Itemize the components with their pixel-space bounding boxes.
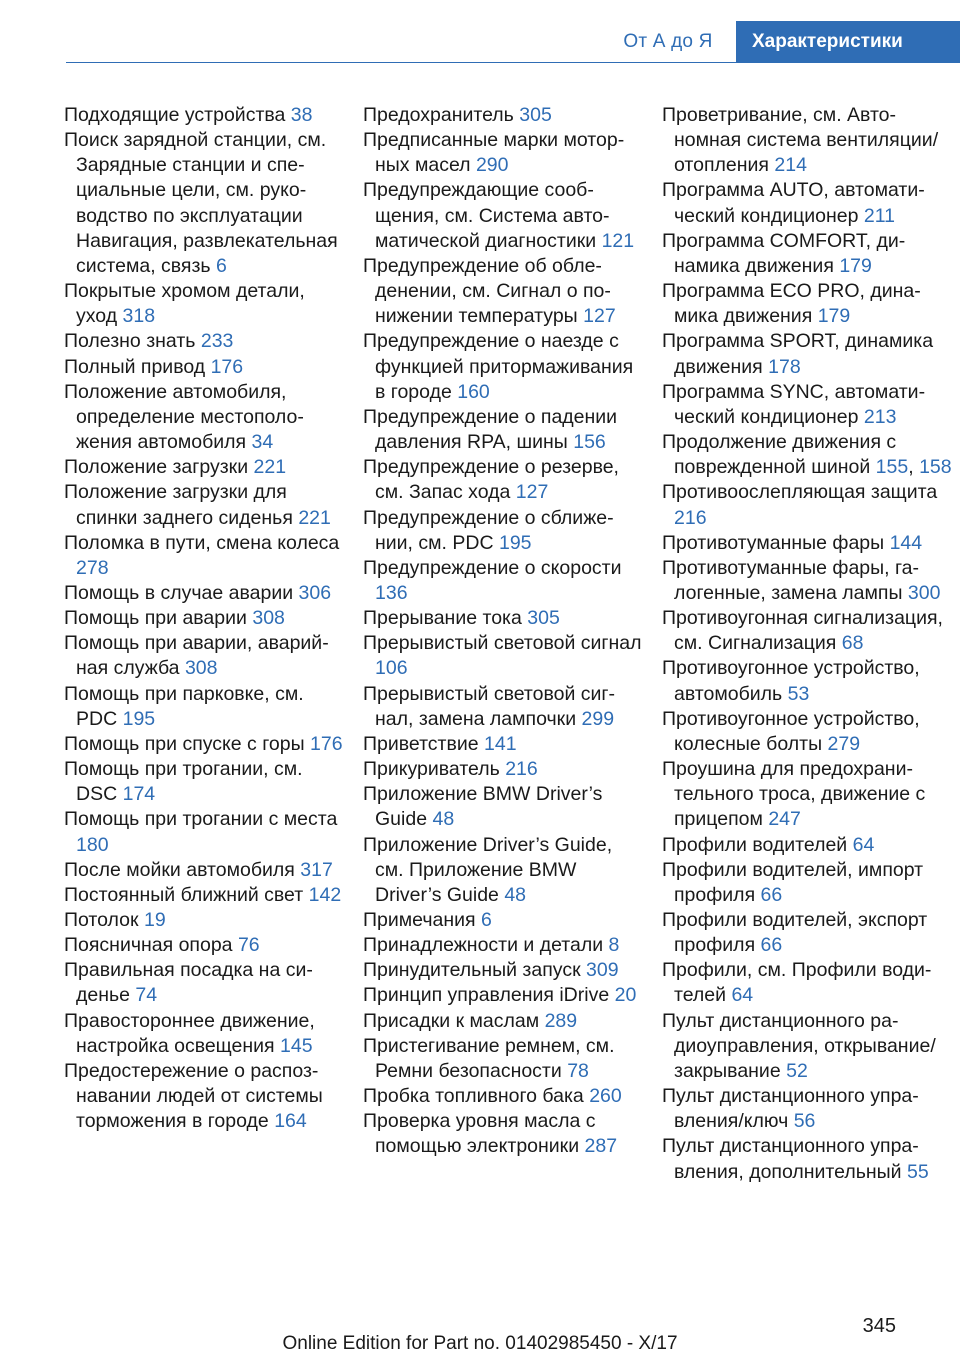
index-entry (64, 329, 344, 354)
index-entry-term: Проветривание, см. Автономная система вентиляции/отопления (662, 104, 939, 177)
index-entry (64, 1009, 344, 1059)
page-link[interactable]: 78 (567, 1059, 589, 1082)
index-entry-term: Профили водителей (662, 833, 848, 856)
index-entry-term: Программа ECO PRO, динамика движения (662, 280, 921, 328)
page-link[interactable]: 179 (817, 305, 851, 328)
index-entry (64, 279, 344, 329)
page-link[interactable]: 305 (519, 104, 552, 126)
index-entry (64, 128, 344, 279)
index-entry (662, 556, 952, 606)
index-entry-term: Правильная посадка на сиденье (64, 959, 313, 1007)
page-link[interactable]: 308 (184, 657, 218, 680)
index-entry (662, 656, 952, 706)
index-entry-term: Предупреждение о наезде с функцией притормаживания в городе (363, 330, 634, 403)
index-entry (363, 682, 643, 732)
index-entry (662, 908, 952, 958)
index-entry-term: Покрытые хромом детали, уход (64, 280, 305, 328)
index-entry-term: Принудительный запуск (363, 959, 581, 982)
page-link[interactable]: 136 (375, 581, 408, 604)
page-link[interactable]: 221 (253, 456, 287, 479)
index-entry (662, 178, 952, 228)
index-entry-term: Пульт дистанционного управления/ключ (662, 1085, 919, 1133)
index-entry (662, 858, 952, 908)
index-entry (363, 1034, 643, 1084)
index-entry (64, 631, 344, 681)
page-link[interactable]: 260 (589, 1085, 622, 1108)
page-link[interactable]: 233 (200, 330, 234, 353)
page-number: 345 (862, 1315, 896, 1337)
page-link[interactable]: 8 (608, 934, 620, 957)
index-entry-term: Потолок (64, 909, 139, 931)
index-entry-term: Помощь при аварии, аварийная служба (64, 632, 329, 680)
index-entry-term: Положение автомобиля, определение местоположения автомобиля (64, 380, 304, 454)
page-link[interactable]: 53 (787, 682, 810, 705)
section-tab-a-to-z[interactable]: От А до Я (623, 31, 713, 52)
page-link[interactable]: 216 (674, 506, 707, 529)
index-entry (363, 631, 643, 681)
page-link[interactable]: 213 (863, 405, 897, 428)
page-link[interactable]: 306 (298, 581, 332, 604)
index-entry-term: Предупреждение о падении давления RPA, шины (363, 405, 618, 454)
index-entry (363, 782, 643, 832)
index-entry-term: Подходящие устройства (64, 104, 286, 126)
page-link[interactable]: 106 (375, 657, 408, 680)
page-link[interactable]: 64 (731, 984, 754, 1007)
index-entry (662, 1134, 952, 1184)
page-link[interactable]: 156 (573, 431, 606, 454)
index-entry (363, 908, 643, 933)
index-entry-term: Противотуманные фары (662, 531, 885, 554)
index-entry (64, 883, 344, 908)
index-entry-term: Пульт дистанционного управления, дополнительный (662, 1135, 919, 1183)
index-entry-term: Пристегивание ремнем, см. Ремни безопасности (363, 1034, 615, 1082)
footer-edition: Online Edition for Part no. 01402985450 - X/17 (282, 1333, 678, 1354)
index-entry-term: Проверка уровня масла с помощью электроники (363, 1110, 596, 1158)
index-entry (662, 1009, 952, 1084)
index-entry-term: Профили водителей, импорт профиля (662, 858, 924, 906)
index-entry (64, 103, 344, 128)
index-entry-term: Предохранитель (363, 104, 514, 126)
index-entry (64, 958, 344, 1008)
index-entry (662, 103, 952, 178)
index-entry-term: Положение загрузки для спинки заднего сиденья (64, 481, 293, 529)
index-entry-term: Противотуманные фары, галогенные, замена лампы (662, 556, 920, 604)
page-link[interactable]: 55 (906, 1160, 929, 1183)
index-entry-term: Приложение BMW Driver’s Guide (363, 783, 603, 831)
page-link[interactable]: 309 (586, 959, 619, 982)
page-link[interactable]: 317 (300, 858, 333, 881)
page-link[interactable]: 180 (76, 833, 109, 856)
index-entry-term: Полный привод (64, 355, 206, 378)
index-entry (662, 958, 952, 1008)
page-link[interactable]: 174 (122, 783, 156, 806)
index-entry-term: Предупреждение о резерве, см. Запас хода (363, 456, 619, 504)
page-link[interactable]: 176 (310, 732, 343, 755)
index-entry (662, 1084, 952, 1134)
index-entry-term: Предупреждение о скорости (363, 556, 622, 579)
index-entry (662, 707, 952, 757)
index-entry-term: Проушина для предохранительного троса, движение с прицепом (662, 758, 926, 831)
index-entry (363, 833, 643, 908)
page-link[interactable]: 145 (280, 1034, 313, 1057)
page-link[interactable]: 34 (251, 431, 274, 454)
page-link[interactable]: 121 (601, 229, 635, 252)
index-entry (363, 455, 643, 505)
index-entry (64, 581, 344, 606)
index-entry-term: Помощь в случае аварии (64, 581, 294, 604)
page-link[interactable]: 279 (827, 732, 861, 755)
index-entry (662, 480, 952, 530)
header-divider (66, 62, 960, 63)
page-link[interactable]: 155 (875, 456, 909, 479)
index-entry (363, 178, 643, 253)
index-entry-term: Положение загрузки (64, 456, 249, 479)
index-entry-term: Постоянный ближний свет (64, 883, 304, 906)
index-column-2 (363, 103, 643, 1160)
page-link[interactable]: 68 (841, 632, 864, 655)
index-entry (64, 682, 344, 732)
page-link[interactable]: 305 (527, 607, 560, 630)
index-entry-term: Предписанные марки моторных масел (363, 129, 625, 177)
page-link[interactable]: 195 (498, 531, 532, 554)
index-entry-term: Противоугонная сигнализация, см. Сигнализация (662, 607, 943, 655)
index-entry-term: Помощь при аварии (64, 607, 247, 630)
page-link[interactable]: 19 (143, 909, 166, 931)
page-link[interactable]: 179 (839, 254, 872, 277)
index-entry-term: Принадлежности и детали (363, 934, 604, 957)
page-link[interactable]: 164 (274, 1110, 307, 1133)
page-link[interactable]: 52 (786, 1059, 808, 1082)
index-entry (662, 606, 952, 656)
index-entry (64, 531, 344, 581)
index-entry-term: Прерывистый световой сигнал, замена лампочки (363, 682, 616, 730)
index-entry (662, 229, 952, 279)
index-entry (363, 732, 643, 757)
index-entry (64, 933, 344, 958)
index-entry-term: Прикуриватель (363, 758, 500, 781)
index-entry (363, 329, 643, 404)
page-link[interactable]: 64 (852, 833, 875, 856)
page-link[interactable]: 38 (290, 104, 313, 126)
index-entry (64, 455, 344, 480)
page-link[interactable]: 299 (581, 707, 615, 730)
index-entry (363, 1084, 643, 1109)
index-entry-term: Противоослепляющая защита (662, 481, 938, 504)
index-entry (363, 1109, 643, 1159)
page-link[interactable]: 76 (237, 934, 260, 957)
page-link[interactable]: 56 (793, 1110, 816, 1133)
index-entry-term: Программа SYNC, автоматический кондиционер (662, 380, 926, 428)
page-link[interactable]: 66 (760, 883, 783, 906)
page-link[interactable]: 247 (768, 808, 801, 831)
index-entry (363, 757, 643, 782)
page-link[interactable]: 318 (122, 305, 156, 328)
index-entry-term: Пробка топливного бака (363, 1085, 584, 1108)
index-entry-term: Поиск зарядной станции, см. Зарядные станции и специальные цели, см. руководство по эксплуатации Навигация, развлекательная система, связь (64, 129, 338, 277)
page-link[interactable]: 66 (760, 934, 783, 957)
index-entry-term: Примечания (363, 909, 476, 931)
index-entry (662, 329, 952, 379)
index-entry-term: Помощь при спуске с горы (64, 732, 305, 755)
index-entry (64, 355, 344, 380)
index-entry-term: Прерывистый световой сигнал (363, 632, 642, 655)
index-entry (64, 606, 344, 631)
index-entry-term: Противоугонное устройство, автомобиль (662, 657, 920, 705)
index-entry (64, 480, 344, 530)
index-entry-term: Принцип управления iDrive (363, 984, 610, 1007)
page-link[interactable]: 289 (544, 1009, 578, 1032)
index-entry (662, 279, 952, 329)
index-entry (363, 405, 643, 455)
index-entry (662, 380, 952, 430)
page-link[interactable]: 20 (614, 984, 637, 1007)
index-entry-term: Профили, см. Профили водителей (662, 959, 932, 1007)
index-entry (363, 556, 643, 606)
index-entry-term: Предупреждение о сближении, см. PDC (363, 506, 614, 554)
index-column-3 (662, 103, 952, 1185)
index-entry-term: Предупреждающие сообщения, см. Система автоматической диагностики (363, 179, 610, 252)
page-link[interactable]: 48 (504, 883, 527, 906)
index-entry-term: Правостороннее движение, настройка освещения (64, 1009, 315, 1057)
index-entry-term: Приложение Driver’s Guide, см. Приложение BMW Driver’s Guide (363, 833, 613, 906)
page-link[interactable]: 176 (210, 355, 244, 378)
index-entry (363, 983, 643, 1008)
page-link[interactable]: 290 (475, 154, 509, 177)
page-link[interactable]: 160 (457, 380, 490, 403)
index-entry (363, 958, 643, 983)
index-entry (363, 506, 643, 556)
index-entry-term: Помощь при трогании, см. DSC (64, 758, 303, 806)
index-entry (64, 732, 344, 757)
index-entry (64, 757, 344, 807)
index-entry-term: Предупреждение об обледенении, см. Сигнал о понижении температуры (363, 254, 611, 328)
page-link[interactable]: 211 (863, 204, 896, 227)
page-link[interactable]: 300 (907, 581, 941, 604)
index-entry (64, 807, 344, 857)
index-entry: Продолжение движения с поврежденной шиной 155, 158 (662, 431, 952, 479)
index-entry (363, 103, 643, 128)
index-entry-term: Помощь при парковке, см. PDC (64, 682, 304, 730)
section-tab-specifications[interactable]: Характеристики (736, 21, 960, 63)
page-link[interactable]: 214 (774, 154, 807, 177)
index-entry (363, 128, 643, 178)
index-entry-term: Программа SPORT, динамика движения (662, 330, 934, 378)
page-link[interactable]: 216 (505, 758, 538, 781)
index-entry-term: Продолжение движения с поврежденной шиной (662, 431, 897, 479)
page-link[interactable]: 308 (252, 607, 285, 630)
index-entry-term: Прерывание тока (363, 607, 522, 630)
index-entry-term: Профили водителей, экспорт профиля (662, 909, 928, 957)
index-entry-term: Приветствие (363, 732, 479, 755)
page-link[interactable]: 74 (135, 984, 158, 1007)
index-entry-term: Присадки к маслам (363, 1009, 540, 1032)
index-entry-term: Противоугонное устройство, колесные болты (662, 707, 920, 755)
index-entry-term: Полезно знать (64, 330, 196, 353)
index-entry-term: Поломка в пути, смена колеса (64, 531, 340, 554)
page-link[interactable]: 141 (484, 732, 517, 755)
index-entry-term: Пульт дистанционного радиоуправления, открывание/закрывание (662, 1009, 936, 1082)
page-link[interactable]: 158 (919, 456, 952, 479)
page-link[interactable]: 48 (432, 808, 455, 831)
index-entry (363, 1009, 643, 1034)
index-entry (64, 908, 344, 933)
index-entry (363, 933, 643, 958)
page-link[interactable]: 144 (889, 531, 923, 554)
page-link[interactable]: 287 (584, 1135, 618, 1158)
page-link[interactable]: 127 (515, 481, 549, 504)
page-link[interactable]: 195 (122, 707, 156, 730)
index-entry-term: Предостережение о распознавании людей от системы торможения в городе (64, 1059, 323, 1133)
page-link[interactable]: 178 (768, 355, 801, 378)
index-entry-term: Поясничная опора (64, 934, 233, 957)
page-link[interactable]: 278 (76, 556, 109, 579)
index-entry (363, 606, 643, 631)
index-entry (662, 531, 952, 556)
page-link[interactable]: 6 (481, 909, 492, 931)
index-entry (662, 833, 952, 858)
index-entry-term: Помощь при трогании с места (64, 808, 338, 831)
page-link[interactable]: 127 (583, 305, 616, 328)
index-column-1 (64, 103, 344, 1134)
page-header (0, 21, 960, 63)
index-entry (64, 858, 344, 883)
index-entry (64, 380, 344, 455)
page-link[interactable]: 142 (308, 883, 342, 906)
page-link[interactable]: 6 (216, 254, 227, 277)
index-entry (662, 757, 952, 832)
index-entry (363, 254, 643, 329)
index-entry (64, 1059, 344, 1134)
index-entry-term: После мойки автомобиля (64, 858, 295, 881)
index-entry-term: Программа COMFORT, динамика движения (662, 229, 906, 277)
index-entry-term: Программа AUTO, автоматический кондиционер (662, 179, 925, 227)
page-link[interactable]: 221 (298, 506, 331, 529)
